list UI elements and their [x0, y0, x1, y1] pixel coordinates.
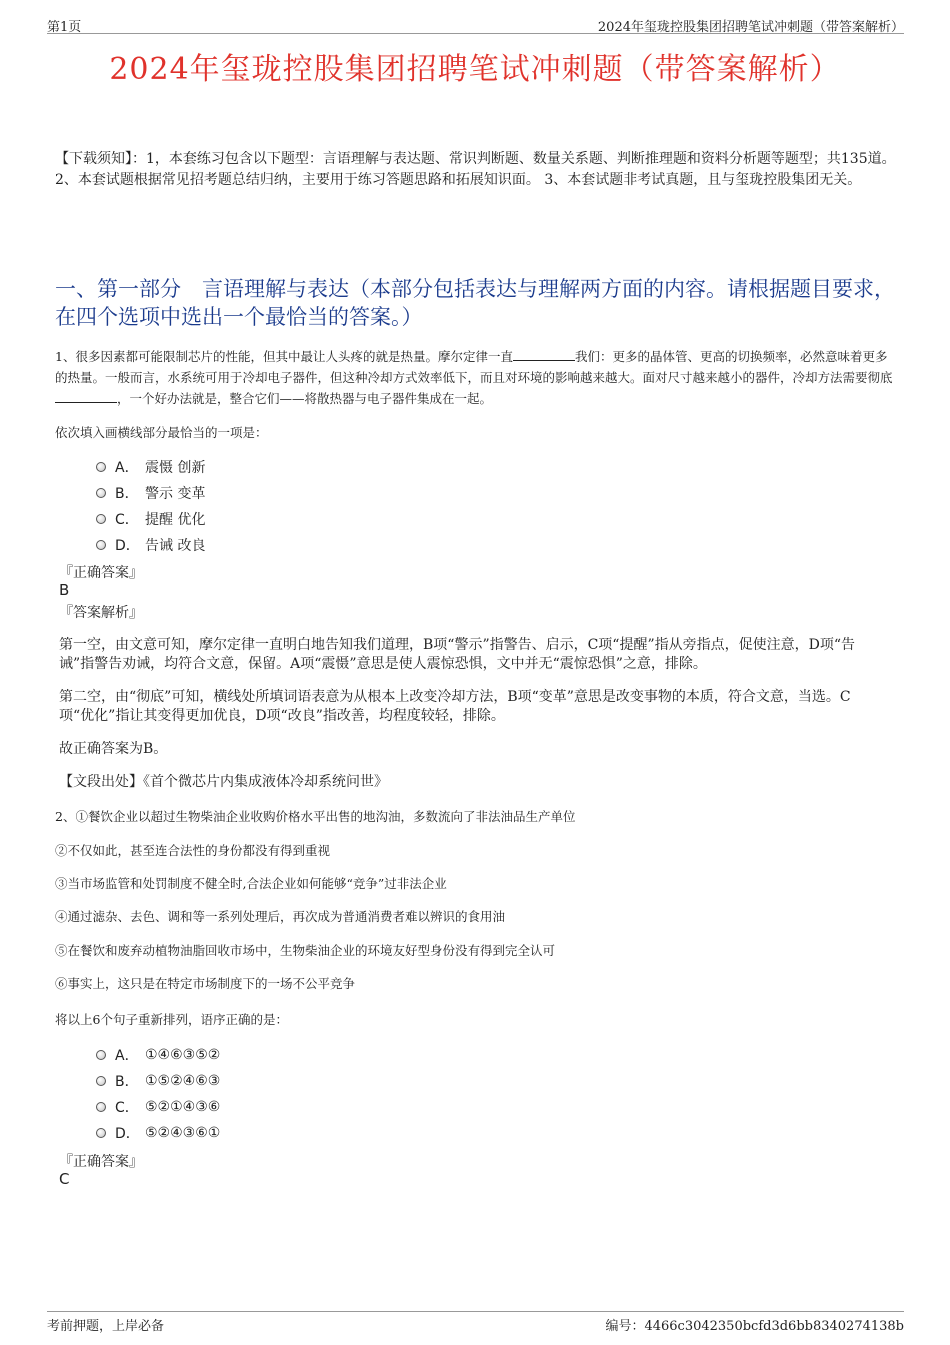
q1-conclusion: 故正确答案为B。 [59, 741, 168, 757]
q1-analysis-paragraph-1: 第一空，由文意可知，摩尔定律一直明白地告知我们道理，B项“警示”指警告、启示，C项“提醒”指从旁指点，促使注意，D项“告诫”指警告劝诫，均符合文意，保留。A项“震慑”意思是使人震惊恐惧，文中并无“震惊恐惧”之意，排除。 [59, 637, 856, 672]
q2-option-b[interactable] [96, 1071, 220, 1091]
option-label: A． [115, 1048, 139, 1064]
q1-option-b[interactable] [96, 483, 205, 503]
q2-sentence-6: ⑥事实上，这只是在特定市场制度下的一场不公平竞争 [55, 976, 356, 991]
q1-analysis-label: 『答案解析』 [59, 605, 143, 621]
q2-answer: C [59, 1170, 70, 1188]
option-text: ①④⑥③⑤② [145, 1047, 221, 1063]
radio-icon[interactable] [96, 514, 106, 524]
q1-option-c[interactable] [96, 509, 205, 529]
document-id: 编号：4466c3042350bcfd3d6bb8340274138b [605, 1319, 904, 1334]
fill-blank-2 [55, 390, 117, 403]
download-notice: 【下载须知】：1，本套练习包含以下题型：言语理解与表达题、常识判断题、数量关系题、判断推理题和资料分析题等题型；共135道。 2、本套试题根据常见招考题总结归纳，主要用于练习答题思路和拓展知识面。 3、本套试题非考试真题，且与玺珑控股集团无关。 [55, 151, 896, 188]
page-number: 第1页 [47, 20, 82, 35]
option-text: ⑤②④③⑥① [145, 1125, 221, 1141]
radio-icon[interactable] [96, 540, 106, 550]
question-1-prompt: 依次填入画横线部分最恰当的一项是： [55, 425, 268, 440]
question-1-stem [55, 346, 897, 409]
q2-sentence-3: ③当市场监管和处罚制度不健全时,合法企业如何能够“竞争”过非法企业 [55, 876, 447, 891]
q2-option-d[interactable] [96, 1123, 220, 1143]
option-label: D． [115, 1126, 140, 1142]
q1-source: 【文段出处】《首个微芯片内集成液体冷却系统问世》 [59, 774, 388, 790]
q1-answer: B [59, 581, 70, 599]
q2-answer-label: 『正确答案』 [59, 1154, 143, 1170]
option-text: 提醒 优化 [145, 512, 206, 528]
q1-option-a[interactable] [96, 457, 205, 477]
document-title: 2024年玺珑控股集团招聘笔试冲刺题（带答案解析） [109, 52, 841, 87]
radio-icon[interactable] [96, 1050, 106, 1060]
question-1-stem-part-b: 我们：更多的晶体管、更高的切换频率，必然意味着更多的热量。一般而言，水系统可用于冷却电子器件，但这种冷却方式效率低下，而且对环境的影响越来越大。面对尺寸越来越小的器件，冷却方法需要彻底 [55, 349, 893, 385]
running-header-title: 2024年玺珑控股集团招聘笔试冲刺题（带答案解析） [597, 20, 904, 35]
option-text: 警示 变革 [145, 486, 206, 502]
option-text: ⑤②①④③⑥ [145, 1099, 221, 1115]
question-1-stem-part-c: ，一个好办法就是，整合它们——将散热器与电子器件集成在一起。 [117, 391, 493, 406]
option-label: B． [115, 1074, 139, 1090]
section-heading: 一、第一部分 言语理解与表达（本部分包括表达与理解两方面的内容。请根据题目要求，在四个选项中选出一个最恰当的答案。） [55, 277, 895, 329]
option-label: C． [115, 512, 139, 528]
q2-sentence-4: ④通过滤杂、去色、调和等一系列处理后，再次成为普通消费者难以辨识的食用油 [55, 909, 506, 924]
radio-icon[interactable] [96, 488, 106, 498]
option-label: D． [115, 538, 140, 554]
header-divider [47, 33, 904, 34]
option-text: ①⑤②④⑥③ [145, 1073, 221, 1089]
footer-divider [47, 1311, 904, 1312]
q1-answer-label: 『正确答案』 [59, 565, 143, 581]
option-text: 震慑 创新 [145, 460, 206, 476]
question-1-stem-part-a: 1、很多因素都可能限制芯片的性能，但其中最让人头疼的就是热量。摩尔定律一直 [55, 349, 513, 364]
option-label: C． [115, 1100, 139, 1116]
q2-option-a[interactable] [96, 1045, 220, 1065]
radio-icon[interactable] [96, 462, 106, 472]
q2-sentence-1: 2、①餐饮企业以超过生物柴油企业收购价格水平出售的地沟油，多数流向了非法油品生产单位 [55, 809, 576, 824]
q2-sentence-5: ⑤在餐饮和废弃动植物油脂回收市场中，生物柴油企业的环境友好型身份没有得到完全认可 [55, 943, 556, 958]
question-2-prompt: 将以上6个句子重新排列，语序正确的是： [55, 1012, 288, 1027]
footer-slogan: 考前押题，上岸必备 [47, 1319, 165, 1334]
radio-icon[interactable] [96, 1102, 106, 1112]
option-label: A． [115, 460, 139, 476]
q2-sentence-2: ②不仅如此，甚至连合法性的身份都没有得到重视 [55, 843, 331, 858]
q1-option-d[interactable] [96, 535, 205, 555]
q1-analysis-paragraph-2: 第二空，由“彻底”可知，横线处所填词语表意为从根本上改变冷却方法，B项“变革”意思是改变事物的本质，符合文意，当选。C项“优化”指让其变得更加优良，D项“改良”指改善，均程度较轻，排除。 [59, 689, 851, 724]
q2-option-c[interactable] [96, 1097, 220, 1117]
fill-blank-1 [513, 348, 575, 361]
option-label: B． [115, 486, 139, 502]
option-text: 告诫 改良 [145, 538, 206, 554]
radio-icon[interactable] [96, 1128, 106, 1138]
radio-icon[interactable] [96, 1076, 106, 1086]
